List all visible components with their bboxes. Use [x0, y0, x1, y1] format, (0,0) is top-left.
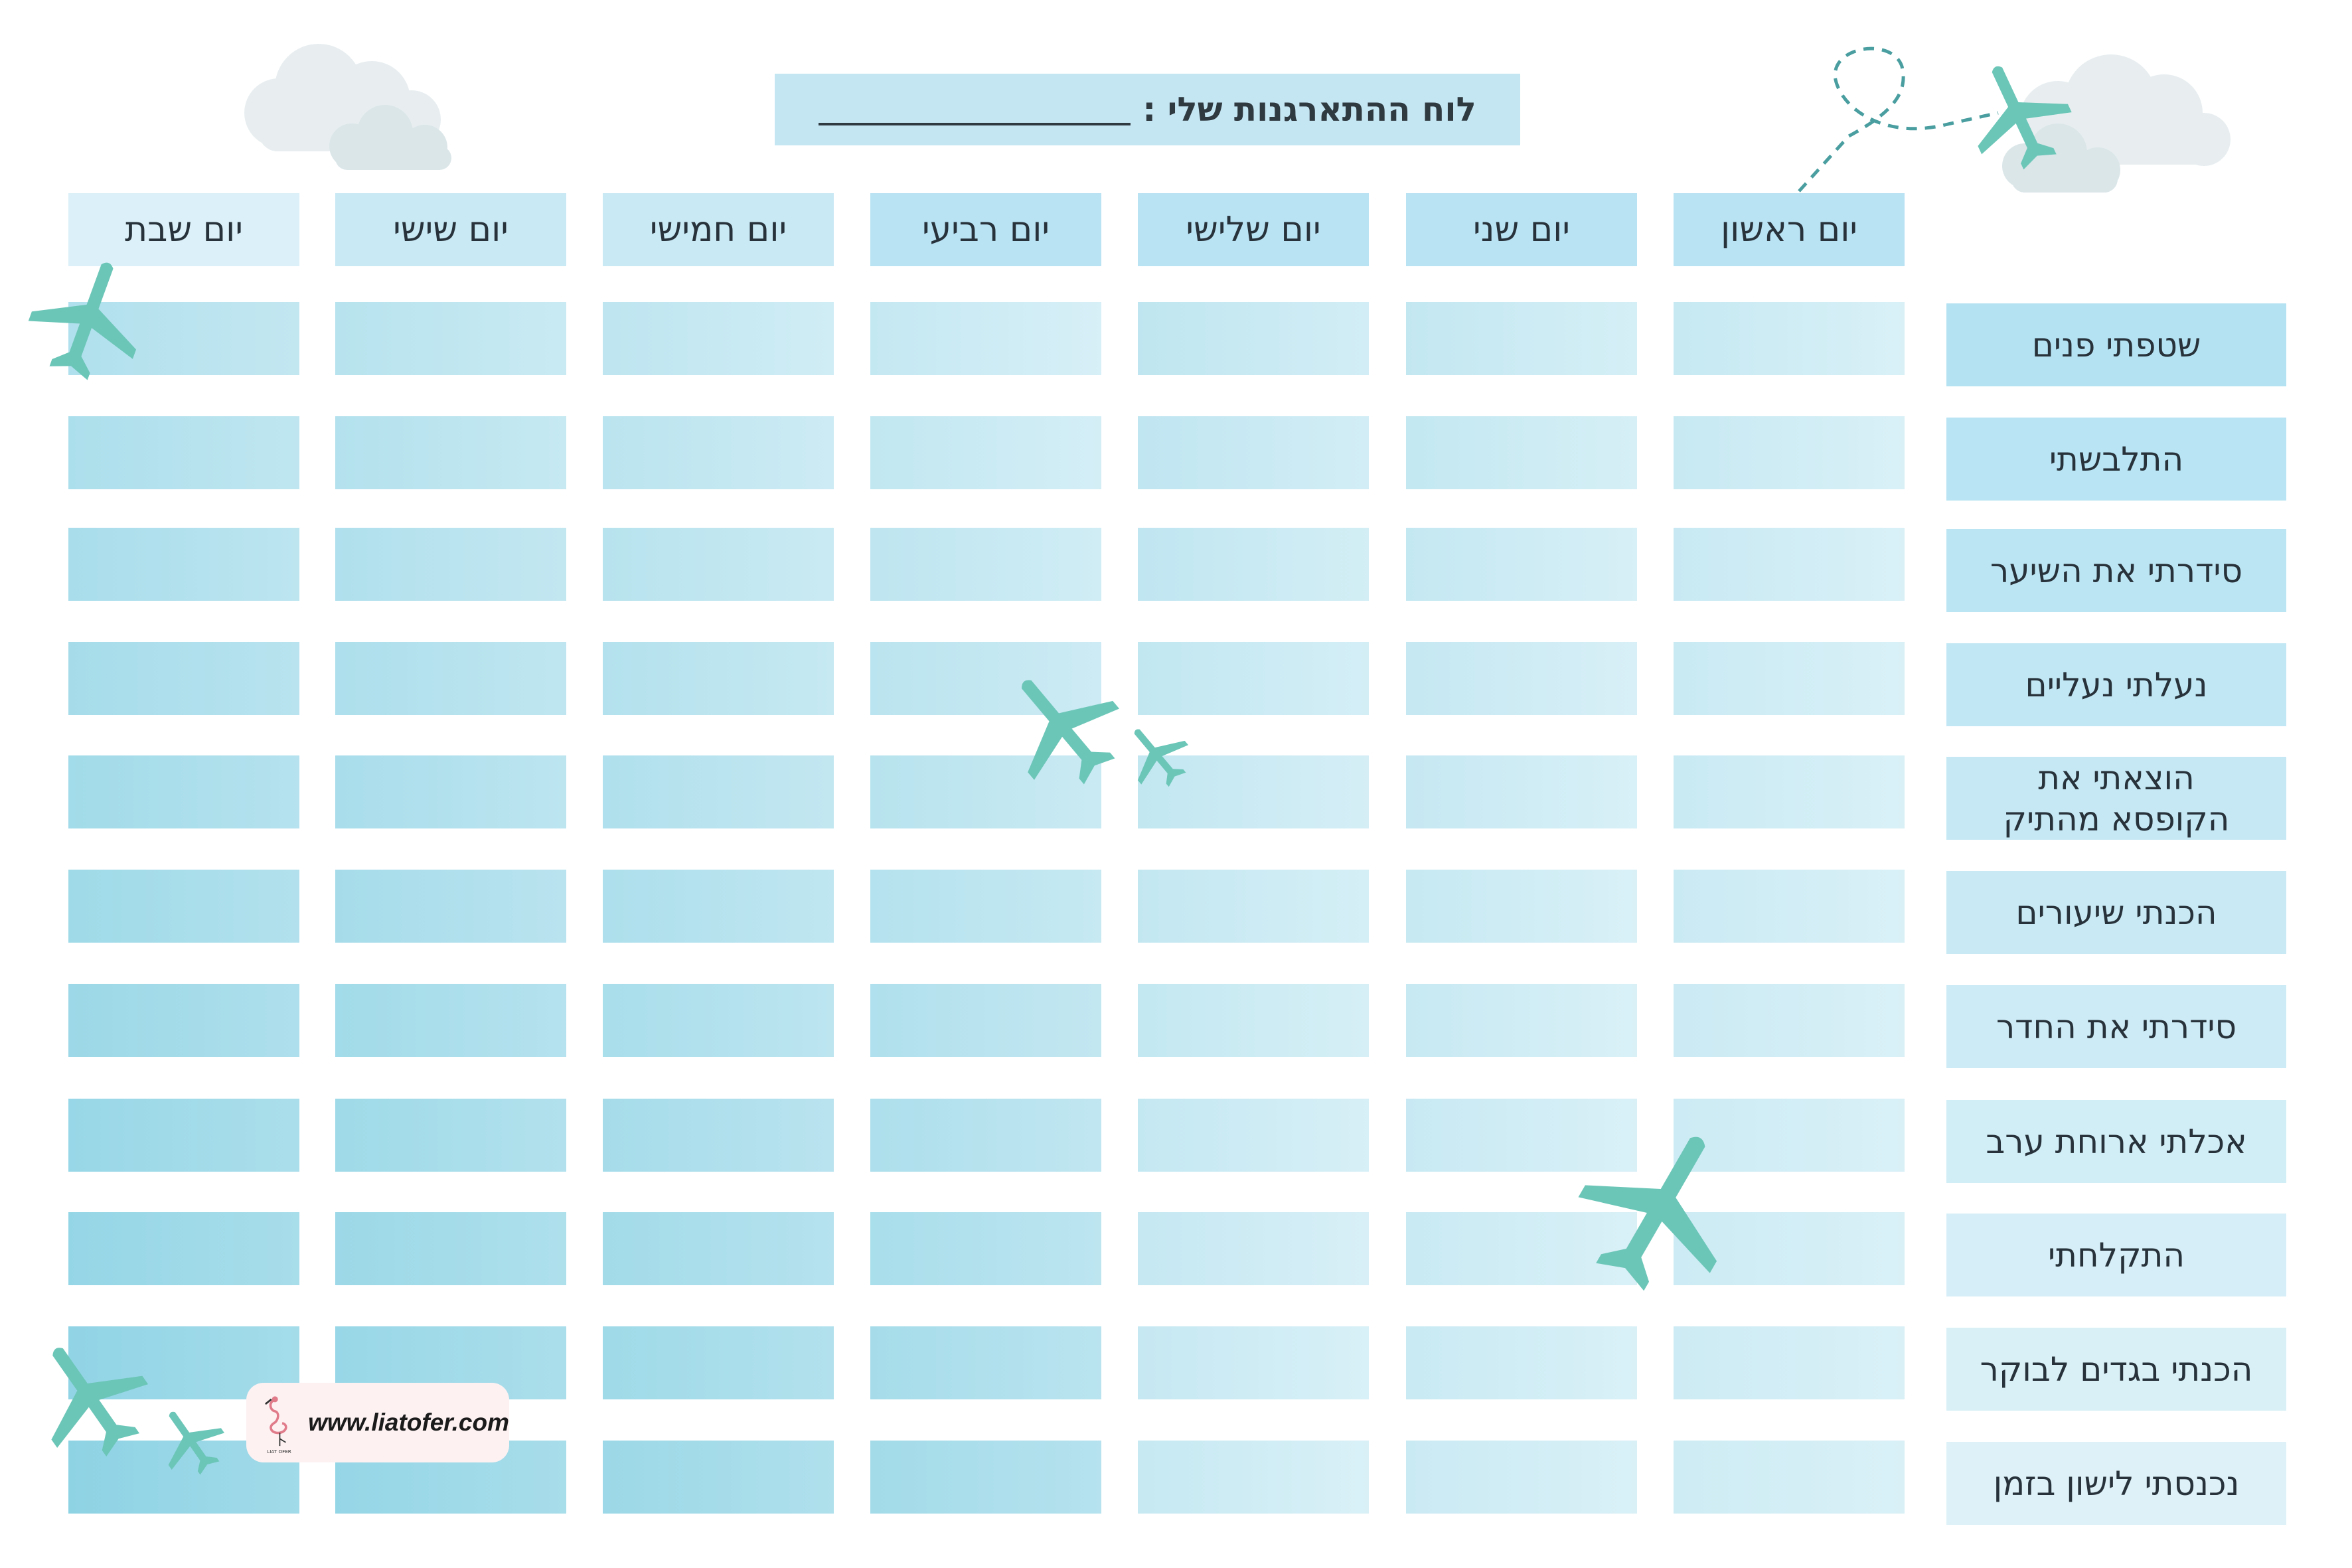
checkbox-cell[interactable] [870, 984, 1101, 1057]
airplane-icon [154, 1404, 227, 1477]
day-header: יום חמישי [603, 193, 834, 266]
website-badge[interactable] [246, 1383, 509, 1462]
checkbox-cell[interactable] [68, 642, 299, 715]
page-title: לוח ההתארגנות שלי : [1142, 90, 1476, 129]
checkbox-cell[interactable] [335, 416, 566, 489]
day-header: יום רביעי [870, 193, 1101, 266]
checkbox-cell[interactable] [335, 984, 566, 1057]
website-url[interactable]: www.liatofer.com [308, 1409, 509, 1436]
day-header: יום ראשון [1674, 193, 1905, 266]
day-header: יום שלישי [1138, 193, 1369, 266]
checkbox-cell[interactable] [870, 1099, 1101, 1172]
airplane-icon [1962, 58, 2075, 171]
checkbox-cell[interactable] [68, 1099, 299, 1172]
checkbox-cell[interactable] [1406, 870, 1637, 943]
checkbox-cell[interactable] [1674, 642, 1905, 715]
task-label: התקלחתי [1946, 1214, 2286, 1296]
checkbox-cell[interactable] [1406, 416, 1637, 489]
checkbox-cell[interactable] [1674, 416, 1905, 489]
day-header: יום שבת [68, 193, 299, 266]
checkbox-cell[interactable] [1138, 870, 1369, 943]
checkbox-cell[interactable] [870, 302, 1101, 375]
airplane-icon [1122, 720, 1192, 790]
checkbox-cell[interactable] [68, 416, 299, 489]
checkbox-cell[interactable] [1138, 1212, 1369, 1285]
checkbox-cell[interactable] [1674, 984, 1905, 1057]
checkbox-cell[interactable] [603, 416, 834, 489]
task-label: נעלתי נעליים [1946, 643, 2286, 726]
checkbox-cell[interactable] [1406, 755, 1637, 828]
task-label: התלבשתי [1946, 418, 2286, 501]
task-label: סידרתי את החדר [1946, 985, 2286, 1068]
task-label: הכנתי שיעורים [1946, 871, 2286, 954]
checkbox-cell[interactable] [1406, 1326, 1637, 1399]
checkbox-cell[interactable] [335, 870, 566, 943]
cloud-icon [219, 40, 491, 179]
checkbox-cell[interactable] [1674, 755, 1905, 828]
checkbox-cell[interactable] [1674, 870, 1905, 943]
checkbox-cell[interactable] [603, 984, 834, 1057]
checkbox-cell[interactable] [603, 1212, 834, 1285]
checkbox-cell[interactable] [603, 870, 834, 943]
checkbox-cell[interactable] [870, 416, 1101, 489]
checkbox-cell[interactable] [335, 1099, 566, 1172]
checkbox-cell[interactable] [603, 1099, 834, 1172]
checkbox-cell[interactable] [1406, 528, 1637, 601]
task-label: אכלתי ארוחת ערב [1946, 1100, 2286, 1183]
checkbox-cell[interactable] [1138, 302, 1369, 375]
day-header: יום שישי [335, 193, 566, 266]
checkbox-cell[interactable] [1674, 302, 1905, 375]
checkbox-cell[interactable] [1406, 302, 1637, 375]
task-label: נכנסתי לישון בזמן [1946, 1442, 2286, 1525]
checkbox-cell[interactable] [1138, 528, 1369, 601]
checkbox-cell[interactable] [1406, 642, 1637, 715]
checkbox-cell[interactable] [603, 1326, 834, 1399]
checkbox-cell[interactable] [603, 302, 834, 375]
checkbox-cell[interactable] [870, 528, 1101, 601]
checkbox-cell[interactable] [68, 528, 299, 601]
airplane-icon [27, 1334, 153, 1460]
checkbox-cell[interactable] [68, 984, 299, 1057]
checkbox-cell[interactable] [68, 870, 299, 943]
checkbox-cell[interactable] [1674, 1326, 1905, 1399]
checkbox-cell[interactable] [1674, 528, 1905, 601]
task-label: הוצאתי את הקופסא מהתיק [1946, 757, 2286, 840]
checkbox-cell[interactable] [603, 528, 834, 601]
airplane-icon [999, 664, 1125, 790]
checkbox-cell[interactable] [603, 642, 834, 715]
checkbox-cell[interactable] [335, 642, 566, 715]
checkbox-cell[interactable] [335, 1212, 566, 1285]
name-blank-line[interactable] [819, 94, 1131, 125]
checkbox-cell[interactable] [870, 870, 1101, 943]
checkbox-cell[interactable] [335, 755, 566, 828]
checkbox-cell[interactable] [603, 755, 834, 828]
checkbox-cell[interactable] [603, 1441, 834, 1514]
task-label: הכנתי בגדים לבוקר [1946, 1328, 2286, 1411]
checkbox-cell[interactable] [335, 528, 566, 601]
title-bar [775, 74, 1520, 145]
checkbox-cell[interactable] [870, 1326, 1101, 1399]
task-label: שטפתי פנים [1946, 303, 2286, 386]
airplane-icon [1573, 1122, 1746, 1294]
checkbox-cell[interactable] [870, 1441, 1101, 1514]
logo-caption: LIAT OFER [267, 1448, 291, 1454]
checkbox-cell[interactable] [1674, 1441, 1905, 1514]
flamingo-logo-icon [258, 1386, 300, 1459]
checkbox-cell[interactable] [870, 1212, 1101, 1285]
checkbox-cell[interactable] [1138, 984, 1369, 1057]
checkbox-cell[interactable] [1406, 1441, 1637, 1514]
checkbox-cell[interactable] [68, 1212, 299, 1285]
checkbox-cell[interactable] [1138, 1099, 1369, 1172]
day-header: יום שני [1406, 193, 1637, 266]
checkbox-cell[interactable] [1138, 642, 1369, 715]
airplane-icon [25, 256, 151, 382]
checkbox-cell[interactable] [1138, 1441, 1369, 1514]
checkbox-cell[interactable] [335, 302, 566, 375]
task-label: סידרתי את השיער [1946, 529, 2286, 612]
checkbox-cell[interactable] [68, 755, 299, 828]
checkbox-cell[interactable] [1406, 984, 1637, 1057]
checkbox-cell[interactable] [1138, 416, 1369, 489]
checkbox-cell[interactable] [1138, 1326, 1369, 1399]
